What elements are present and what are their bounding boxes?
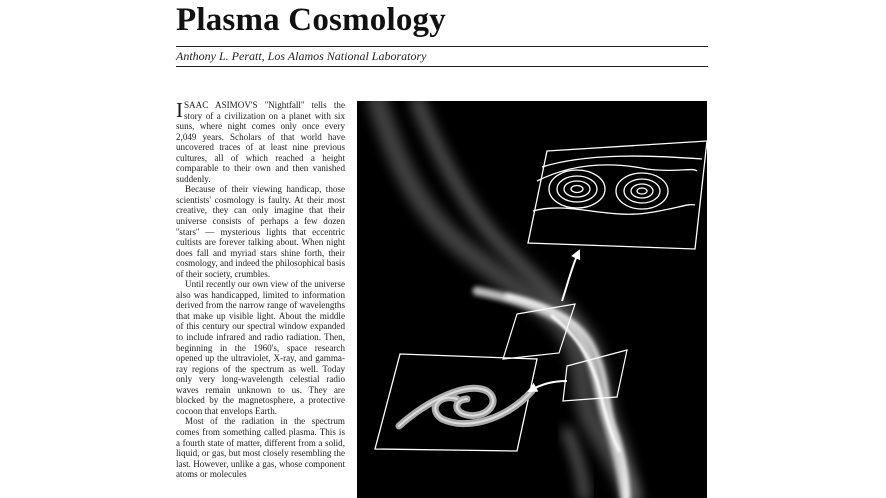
paragraph-3: Until recently our own view of the universe also was handicapped, limited to information derived from the narrow range of wavelengths that make up visible light. About the middle of this century our spectral window expanded to include infrared and radio radiation. Then, beginning in the 1960's, space research opened up the ultraviolet, X-ray, and gamma-ray regions of the spectrum as well. Today only very long-wavelength celestial radio waves remain unknown to us. They are blocked by the magnetosphere, a protective cocoon that envelops Earth. xyxy=(176,279,345,416)
paragraph-1 xyxy=(176,100,345,184)
plasma-filaments-figure xyxy=(357,101,707,498)
paragraph-2: Because of their viewing handicap, those scientists' cosmology is faulty. At their most creative, they can only imagine that their universe consists of perhaps a few dozen ''stars'' — mysterious lights that eccentric cultists are forever talking about. When night does fall and myriad stars shine forth, their cosmology, and indeed the philosophical basis of their society, crumbles. xyxy=(176,184,345,279)
paragraph-4: Most of the radiation in the spectrum comes from something called plasma. This is a fourth state of matter, different from a solid, liquid, or gas, but most closely resembling the last. However, unlike a gas, whose component atoms or molecules xyxy=(176,416,345,480)
figure-illustration-icon xyxy=(357,101,707,498)
drop-cap: I xyxy=(176,98,183,122)
article-title: Plasma Cosmology xyxy=(176,2,446,38)
author-line: Anthony L. Peratt, Los Alamos National Laboratory xyxy=(176,49,427,63)
title-rule-top xyxy=(176,46,708,47)
double-vortex-panel xyxy=(528,141,707,249)
paragraph-1-text: SAAC ASIMOV'S ''Nightfall'' tells the story of a civilization on a planet with six suns, where night comes only once every 2,049 years. Scholars of that world have uncovered traces of at least nine previous cultures, all of which reached a height comparable to their own and then vanished suddenly. xyxy=(176,100,345,184)
filament-glow xyxy=(377,101,632,498)
spiral-galaxy-panel xyxy=(375,354,537,451)
title-rule-bottom xyxy=(176,66,708,67)
article-body xyxy=(176,100,345,480)
